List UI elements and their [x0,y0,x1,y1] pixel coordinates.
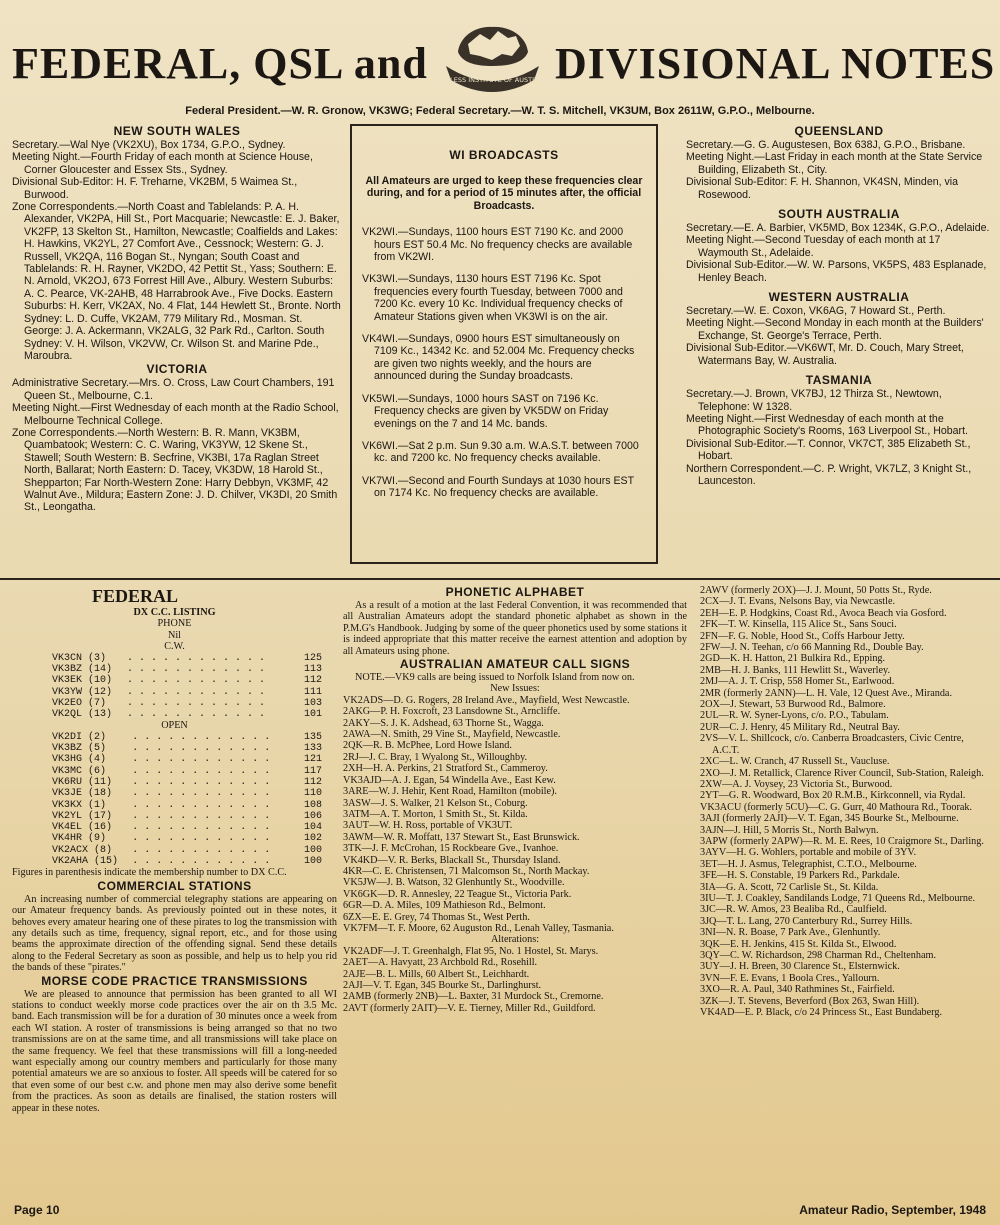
callsign-entry: VK4AD—E. P. Black, c/o 24 Princess St., East Bundaberg. [700,1007,943,1019]
dx-count: 103 [303,697,322,709]
callsign-entry: 2XO—J. M. Retallick, Clarence River Council, Sub-Station, Raleigh. [700,767,984,779]
dx-row [52,766,322,777]
callsign-entry: 2AWA—N. Smith, 29 Vine St., Mayfield, Newcastle. [343,729,561,741]
broadcast-item: VK3WI.—Sundays, 1130 hours EST 7196 Kc. Spot frequencies every fourth Tuesday, between 7000 and 7200 Kc. every 10 Kc. Individual frequency checks of Amateur Stations given when VK3WI is on the air. [362,273,623,323]
callsign-entry: 2VS—V. L. Shillcock, c/o. Canberra Broadcasters, Civic Centre, A.C.T. [700,733,964,756]
state-para: Meeting Night.—Second Monday in each month at the Builders' Exchange, St. George's Terrace, Perth. [686,317,984,342]
dx-row [52,653,322,664]
callsign-column-right [700,585,992,1018]
callsign-entry: 3IU—T. J. Coakley, Sandilands Lodge, 71 Queens Rd., Melbourne. [700,892,976,904]
nsw-title: NEW SOUTH WALES [113,124,241,138]
dx-leader: . . . . . . . . . . . . [132,788,271,800]
dx-callsign: VK2AHA (15) [52,856,119,868]
dx-cw-table [52,653,322,721]
callsign-entry: 3APW (formerly 2APW)—R. M. E. Rees, 10 Craigmore St., Darling. [700,835,984,847]
dx-leader: . . . . . . . . . . . . [132,777,271,788]
callsign-entry: 2MR (formerly 2ANN)—L. H. Vale, 12 Quest Ave., Miranda. [700,687,952,699]
dx-count: 100 [303,844,322,856]
callsign-entry: VK3AJD—A. J. Egan, 54 Windella Ave., East Kew. [343,774,556,786]
callsign-entry: 3ASW—J. S. Walker, 21 Kelson St., Coburg. [343,797,528,809]
callsign-entry: VK3ACU (formerly 5CU)—C. G. Gurr, 40 Mathoura Rd., Toorak. [700,801,973,813]
nsw-victoria-column [12,124,342,514]
dx-leader: . . . . . . . . . . . . [132,765,271,777]
dx-row [52,788,322,799]
callsign-entry: 2GD—K. H. Hatton, 21 Bulkira Rd., Epping. [700,653,886,665]
callsign-entry: 3IA—G. A. Scott, 72 Carlisle St., St. Kilda. [700,881,879,893]
callsign-entry: 6ZX—E. E. Grey, 74 Thomas St., West Perth. [343,911,530,923]
callsign-entry: 3JQ—T. L. Lang, 270 Canterbury Rd., Surrey Hills. [700,915,913,927]
dx-row [52,698,322,709]
dx-callsign: VK3HG (4) [52,754,107,766]
vic-para: Meeting Night.—First Wednesday of each month at the Radio School, Melbourne Technical College. [12,402,339,427]
dx-count: 104 [303,822,322,834]
title-right: DIVISIONAL NOTES [555,39,996,88]
callsign-alteration: 2AJI—V. T. Egan, 345 Bourke St., Darlinghurst. [343,980,542,991]
dx-leader: . . . . . . . . . . . . [132,822,271,834]
dx-phone: PHONE [157,618,192,630]
dx-callsign: VK2YL (17) [52,810,113,822]
dx-leader: . . . . . . . . . . . . [126,675,266,687]
morse-text: We are pleased to announce that permission has been granted to all WI stations to conduct weekly morse code practices over the air on th 3.5 Mc. band. Each transmission will be for a duration of 30 minutes once a week from each WI station. A roster of transmissions is being arranged so that no two transmissions are on at the same time, and all transmissions will take place on the same frequency. We feel that these transmissions will fill a long-needed want especially among our country members and particularly for those many potential amateurs we are so anxious to foster. All speeds will be catered for so that even some of our best c.w. and phone men may also derive some benefit from the practices. As soon as details are finalised, the station rosters will appear in these notes. [12,988,337,1114]
callsign-alteration: 2AJE—B. L. Mills, 60 Albert St., Leichhardt. [343,968,530,980]
morse-title: MORSE CODE PRACTICE TRANSMISSIONS [41,973,308,988]
dx-callsign: VK2DI (2) [52,731,107,743]
dx-row [52,856,322,867]
callsign-entry: 3AJN—J. Hill, 5 Morris St., North Balwyn. [700,824,879,836]
state-para: Secretary.—W. E. Coxon, VK6AG, 7 Howard St., Perth. [686,305,946,318]
dx-callsign: VK3YW (12) [52,686,113,698]
vic-para: Zone Correspondents.—North Western: B. R. Mann, VK3BM, Quambatook; Western: C. C. Waring, VK3YW, 12 Skene St., Stawell; South Western: B. Secfrine, VK3BI, 17a Raglan Street North, Ballarat; North Eastern: D. Tacey, VK3DW, 18 Harold St., Shepparton; Far North-Western Zone: Harry Debbyn, VK3MF, 42 Walnut Ave., Mildura; Eastern Zone: J. D. Chilver, VK3DI, 20 Smith St., Leongatha. [12,426,338,514]
callsign-entry: 2XW—A. J. Voysey, 23 Victoria St., Burwood. [700,778,893,790]
callsign-entry: 2AWV (formerly 2OX)—J. J. Mount, 50 Potts St., Ryde. [700,585,932,596]
vic-para: Administrative Secretary.—Mrs. O. Cross, Law Court Chambers, 191 Queen St., Melbourne, C.1. [12,377,335,402]
dx-count: 112 [303,675,322,687]
nsw-para: Zone Correspondents.—North Coast and Tablelands: P. A. H. Alexander, VK2PA, Hill St., Port Macquarie; Newcastle: E. J. Baker, VK2FP, 13 Skelton St., Hamilton, Newcastle; Coalfields and Lakes: H. Hawkins, VK2YL, 27 Comfort Ave., Cessnock; Western: G. J. Russell, VK2QA, 116 Bogan St., Nyngan; South Coast and Tablelands: R. H. Rayner, VK2DO, 42 Pettit St., Yass; Southern: E. N. Arnold, VK2OJ, 673 Forrest Hill Ave., Albury. Western Suburbs: A. C. Pearce, VK-2AHB, 48 Harrabrook Ave., Five Docks. Eastern Suburbs: H. Kerr, VK2AX, No. 4 Flat, 144 Hewlett St., Bronte. North Sydney: L. D. Cuffe, VK2AM, 779 Military Rd., Mosman. St. George: J. A. Ackermann, VK2ALG, 32 Park Rd., Carlton. South Sydney: V. H. Wilson, VK2VW, Cr. Wilson St. and Marine Pde., Maroubra. [12,201,341,362]
dx-cw: C.W. [164,641,185,653]
dx-count: 121 [303,754,322,766]
dx-leader: . . . . . . . . . . . . [132,731,271,743]
callsign-entry: 2XH—H. A. Perkins, 21 Stratford St., Cammeroy. [343,763,548,775]
dx-callsign: VK3KX (1) [52,799,107,811]
dx-count: 110 [303,788,322,800]
callsign-entry: VK6GK—D. R. Annesley, 22 Teague St., Victoria Park. [343,888,572,900]
broadcasts-title: WI BROADCASTS [449,148,559,162]
state-title: SOUTH AUSTRALIA [778,207,900,222]
dx-row [52,754,322,765]
state-para: Secretary.—J. Brown, VK7BJ, 12 Thirza St., Newtown, Telephone: W 1328. [686,388,942,413]
dx-row [52,743,322,754]
dx-count: 100 [303,856,322,868]
dx-callsign: VK3BZ (14) [52,663,113,675]
dx-callsign: VK4HR (9) [52,833,107,845]
callsign-entry: VK5JW—J. B. Watson, 32 Glenhuntly St., Woodville. [343,877,565,889]
state-para: Meeting Night.—Last Friday in each month at the State Service Building, Elizabeth St., City. [686,151,983,176]
title-left: FEDERAL, QSL and [12,39,428,88]
callsign-entry: VK2ADS—D. G. Rogers, 28 Ireland Ave., Mayfield, West Newcastle. [343,694,630,706]
victoria-title: VICTORIA [146,362,208,377]
nsw-para: Divisional Sub-Editor: H. F. Treharne, VK2BM, 5 Waimea St., Burwood. [12,176,298,201]
callsign-entry: 3QY—C. W. Richardson, 298 Charman Rd., Cheltenham. [700,950,936,961]
state-para: Northern Correspondent.—C. P. Wright, VK7LZ, 3 Knight St., Launceston. [686,462,972,487]
dx-row [52,732,322,743]
state-title: WESTERN AUSTRALIA [768,290,910,305]
dx-count: 108 [303,799,322,811]
dx-count: 111 [303,686,322,698]
federal-column [12,585,337,1114]
callsign-entry: 3AWM—W. R. Moffatt, 137 Stewart St., East Brunswick. [343,831,580,843]
dx-leader: . . . . . . . . . . . . [126,663,266,675]
callsign-entry: 2FN—F. G. Noble, Hood St., Coffs Harbour Jetty. [700,630,905,642]
dx-count: 117 [303,765,322,777]
dx-callsign: VK3EK (10) [52,675,113,687]
callsign-entry: 2FW—J. N. Teehan, c/o 66 Manning Rd., Double Bay. [700,642,924,654]
phonetic-title: PHONETIC ALPHABET [445,585,585,599]
broadcast-item: VK2WI.—Sundays, 1100 hours EST 7190 Kc. and 2000 hours EST 50.4 Mc. No frequency checks are available from VK2WI. [362,226,633,264]
dx-row [52,687,322,698]
state-para: Secretary.—E. A. Barbier, VK5MD, Box 1234K, G.P.O., Adelaide. [686,222,990,235]
state-para: Secretary.—G. G. Augustesen, Box 638J, G.P.O., Brisbane. [686,139,966,151]
state-title: QUEENSLAND [794,124,884,138]
dx-count: 112 [303,777,322,788]
callsign-entry: 2FK—T. W. Kinsella, 115 Alice St., Sans Souci. [700,619,897,631]
phonetic-text: As a result of a motion at the last Federal Convention, it was recommended that all Australian Amateurs adopt the standard phonetic alphabet as shown in the P.M.G's Handbook. Judging by some of the queer phonetics used by some stations it is indeed appropriate that this matter receive the earnest attention and adoption by all Amateurs using phone. [343,600,687,657]
page-number: Page 10 [14,1203,60,1217]
callsign-entry: 2OX—J. Stewart, 53 Burwood Rd., Balmore. [700,699,886,711]
broadcast-item: VK7WI.—Second and Fourth Sundays at 1030 hours EST on 7174 Kc. No frequency checks are available. [362,474,634,500]
callsign-entry: 2AKG—P. H. Foxcroft, 23 Lansdowne St., Arncliffe. [343,706,561,718]
callsign-entry: 2AKY—S. J. K. Adshead, 63 Thorne St., Wagga. [343,717,544,729]
dx-open-table [52,732,322,868]
callsign-entry: 2RJ—J. C. Bray, 1 Wyalong St., Willoughby. [343,751,528,763]
callsign-entry: 3VN—F. E. Evans, 1 Boola Cres., Yallourn. [700,972,880,984]
callsign-entry: 3UY—J. H. Breen, 30 Clarence St., Elsternwick. [700,961,900,973]
callsign-entry: 3ATM—A. T. Morton, 1 Smith St., St. Kilda. [343,808,528,820]
dx-callsign: VK6RU (11) [52,777,113,788]
broadcast-item: VK5WI.—Sundays, 1000 hours SAST on 7196 Kc. Frequency checks are given by VK5DW on Friday evenings on the 7 and 14 Mc. bands. [362,392,609,430]
callsigns-note: NOTE.—VK9 calls are being issued to Norfolk Island from now on. [355,672,635,684]
callsign-entry: 3JC—R. W. Amos, 23 Bealiba Rd., Caulfield. [700,904,887,916]
section-divider [0,578,1000,580]
svg-text:WIRELESS INSTITUTE OF AUSTRALI: WIRELESS INSTITUTE OF AUSTRALIA [433,76,551,84]
callsign-entry: 3NI—N. R. Boase, 7 Park Ave., Glenhuntly. [700,927,881,939]
dx-leader: . . . . . . . . . . . . [126,697,266,709]
broadcast-item: VK6WI.—Sat 2 p.m. Sun 9.30 a.m. W.A.S.T. between 7000 kc. and 7200 kc. No frequency checks available. [362,439,639,465]
callsign-entry: 3TK—J. F. McCrohan, 15 Rockbeare Gve., Ivanhoe. [343,843,559,855]
new-issues-title: New Issues: [490,683,540,695]
callsign-entry: 3ZK—J. T. Stevens, Beverford (Box 263, Swan Hill). [700,995,920,1007]
dx-count: 101 [303,709,322,721]
dx-note: Figures in parenthesis indicate the membership number to DX C.C. [12,867,287,879]
state-para: Meeting Night.—Second Tuesday of each month at 17 Waymouth St., Adelaide. [686,234,941,259]
callsign-entry: 3FE—H. S. Constable, 19 Parkers Rd., Parkdale. [700,870,900,882]
callsign-entry: 4KR—C. E. Christensen, 71 Malcomson St., North Mackay. [343,865,590,877]
publication-line: Amateur Radio, September, 1948 [799,1203,986,1217]
callsign-entry: 2UR—C. J. Henry, 45 Military Rd., Neutral Bay. [700,721,900,733]
callsign-entry: 2YT—G. R. Woodward, Box 20 R.M.B., Kirkconnell, via Rydal. [700,790,966,802]
callsign-column [343,585,687,1014]
callsign-entry: 2MB—H. J. Banks, 111 Hewlitt St., Waverley. [700,664,890,676]
callsign-entry: VK4KD—V. R. Berks, Blackall St., Thursday Island. [343,854,561,866]
dx-callsign: VK3CN (3) [52,652,107,664]
dx-count: 133 [303,743,322,755]
commercial-text: An increasing number of commercial telegraphy stations are appearing on our Amateur frequency bands. As previously pointed out in these notes, it behoves every amateur hearing one of these pirates to log the transmission with any details such as time, frequency, signal report, etc., and for those using beams the approximate direction of the offending signal. Send these details along to the Federal Secretary as soon as possible, and help us to help you rid the bands of these "pirates." [12,893,337,974]
dx-leader: . . . . . . . . . . . . [126,686,266,698]
dx-count: 113 [303,663,322,675]
callsigns-title: AUSTRALIAN AMATEUR CALL SIGNS [399,657,631,672]
dx-leader: . . . . . . . . . . . . [132,799,271,811]
dx-row [52,777,322,788]
callsign-entry: 3QK—E. H. Jenkins, 415 St. Kilda St., Elwood. [700,938,897,950]
dx-row [52,709,322,720]
broadcast-item: VK4WI.—Sundays, 0900 hours EST simultaneously on 7109 Kc., 14342 Kc. and 52.004 Mc. Frequency checks are given two nights weekly, and the hours are announced during the Sunday broadcasts. [362,333,635,383]
state-para: Divisional Sub-Editor.—W. W. Parsons, VK5PS, 483 Esplanade, Henley Beach. [686,259,987,284]
callsign-entry: 3ET—H. J. Asmus, Telegraphist, C.T.O., Melbourne. [700,858,917,870]
page-header [0,22,1000,102]
states-column [686,124,992,487]
callsign-entry: 2QK—R. B. McPhee, Lord Howe Island. [343,740,512,752]
state-title: TASMANIA [805,373,873,388]
dx-row [52,664,322,675]
callsign-entry: 3ARE—W. J. Hehir, Kent Road, Hamilton (mobile). [343,786,557,798]
dx-nil: Nil [167,629,182,641]
state-para: Divisional Sub-Editor.—T. Connor, VK7CT, 385 Elizabeth St., Hobart. [686,437,971,463]
federal-officers: Federal President.—W. R. Gronow, VK3WG; Federal Secretary.—W. T. S. Mitchell, VK3UM, Box 2611W, G.P.O., Melbourne. [185,105,815,117]
nsw-para: Meeting Night.—Fourth Friday of each month at Science House, Corner Gloucester and Essex Sts., Sydney. [12,151,313,176]
dx-callsign: VK3MC (6) [52,765,107,777]
dx-count: 125 [303,652,322,664]
dx-row [52,833,322,844]
dx-row [52,675,322,686]
dx-leader: . . . . . . . . . . . . [132,743,271,755]
dx-callsign: VK2EO (7) [52,697,107,709]
state-para: Divisional Sub-Editor: F. H. Shannon, VK4SN, Minden, via Rosewood. [686,176,959,201]
alterations-title: Alterations: [490,934,540,946]
callsign-entry: VK7FM—T. F. Moore, 62 Auguston Rd., Lenah Valley, Tasmania. [343,922,614,934]
callsign-alteration: 2AET—A. Havyatt, 23 Archbold Rd., Rosehill. [343,957,538,969]
dx-count: 102 [303,833,322,845]
dx-leader: . . . . . . . . . . . . [132,810,271,822]
dx-row [52,822,322,833]
dx-callsign: VK2ACX (8) [52,844,113,856]
dx-row [52,800,322,811]
callsign-entry: 3XO—R. A. Paul, 340 Rathmines St., Fairfield. [700,984,895,996]
commercial-title: COMMERCIAL STATIONS [97,878,252,893]
callsign-alteration: 2AVT (formerly 2AIT)—V. E. Tierney, Miller Rd., Guildford. [343,1002,596,1014]
state-para: Meeting Night.—First Wednesday of each month at the Photographic Society's Rooms, 163 Liverpool St., Hobart. [686,412,968,438]
dx-count: 135 [303,731,322,743]
callsign-entry: 2UL—R. W. Syner-Lyons, c/o. P.O., Tabulam. [700,710,889,722]
wia-emblem-icon [433,22,551,97]
wi-broadcasts-box [350,124,658,564]
callsign-entry: 2MJ—A. J. T. Crisp, 558 Homer St., Earlwood. [700,676,895,688]
callsign-entry: 3AYV—H. G. Wohlers, portable and mobile of 3YV. [700,847,917,859]
dx-callsign: VK4EL (16) [52,822,113,834]
dx-open: OPEN [161,720,188,732]
dx-row [52,811,322,822]
dx-callsign: VK3BZ (5) [52,743,107,755]
dx-callsign: VK2QL (13) [52,709,113,721]
federal-title: FEDERAL [92,586,179,606]
dx-leader: . . . . . . . . . . . . [132,833,271,845]
callsign-entry: 2CX—J. T. Evans, Nelsons Bay, via Newcastle. [700,596,896,608]
state-para: Divisional Sub-Editor.—VK6WT, Mr. D. Couch, Mary Street, Watermans Bay, W. Australia. [686,342,964,367]
dx-title: DX C.C. LISTING [133,607,216,618]
callsign-entry: 3AUT—W. H. Ross, portable of VK3UT. [343,820,513,832]
broadcasts-intro: All Amateurs are urged to keep these frequencies clear during, and for a period of 15 minutes after, the official Broadcasts. [365,175,643,212]
dx-leader: . . . . . . . . . . . . [132,754,271,766]
dx-row [52,845,322,856]
callsign-entry: 2EH—E. P. Hodgkins, Coast Rd., Avoca Beach via Gosford. [700,607,947,619]
nsw-para: Secretary.—Wal Nye (VK2XU), Box 1734, G.P.O., Sydney. [12,139,286,151]
dx-leader: . . . . . . . . . . . . [132,844,271,856]
dx-count: 106 [303,810,322,822]
callsign-entry: 3AJI (formerly 2AJI)—V. T. Egan, 345 Bourke St., Melbourne. [700,813,959,825]
callsign-entry: 2XC—L. W. Cranch, 47 Russell St., Vaucluse. [700,756,890,768]
dx-callsign: VK3JE (18) [52,788,113,800]
callsign-alteration: 2AMB (formerly 2NB)—L. Baxter, 31 Murdock St., Cremorne. [343,991,604,1003]
dx-leader: . . . . . . . . . . . . [126,652,266,664]
dx-leader: . . . . . . . . . . . . [126,709,266,721]
dx-leader: . . . . . . . . . . . . [132,856,271,868]
callsign-alteration: VK2ADF—J. T. Greenhalgh, Flat 95, No. 1 Hostel, St. Marys. [343,945,599,957]
callsign-entry: 6GR—D. A. Miles, 109 Mathieson Rd., Belmont. [343,900,546,912]
